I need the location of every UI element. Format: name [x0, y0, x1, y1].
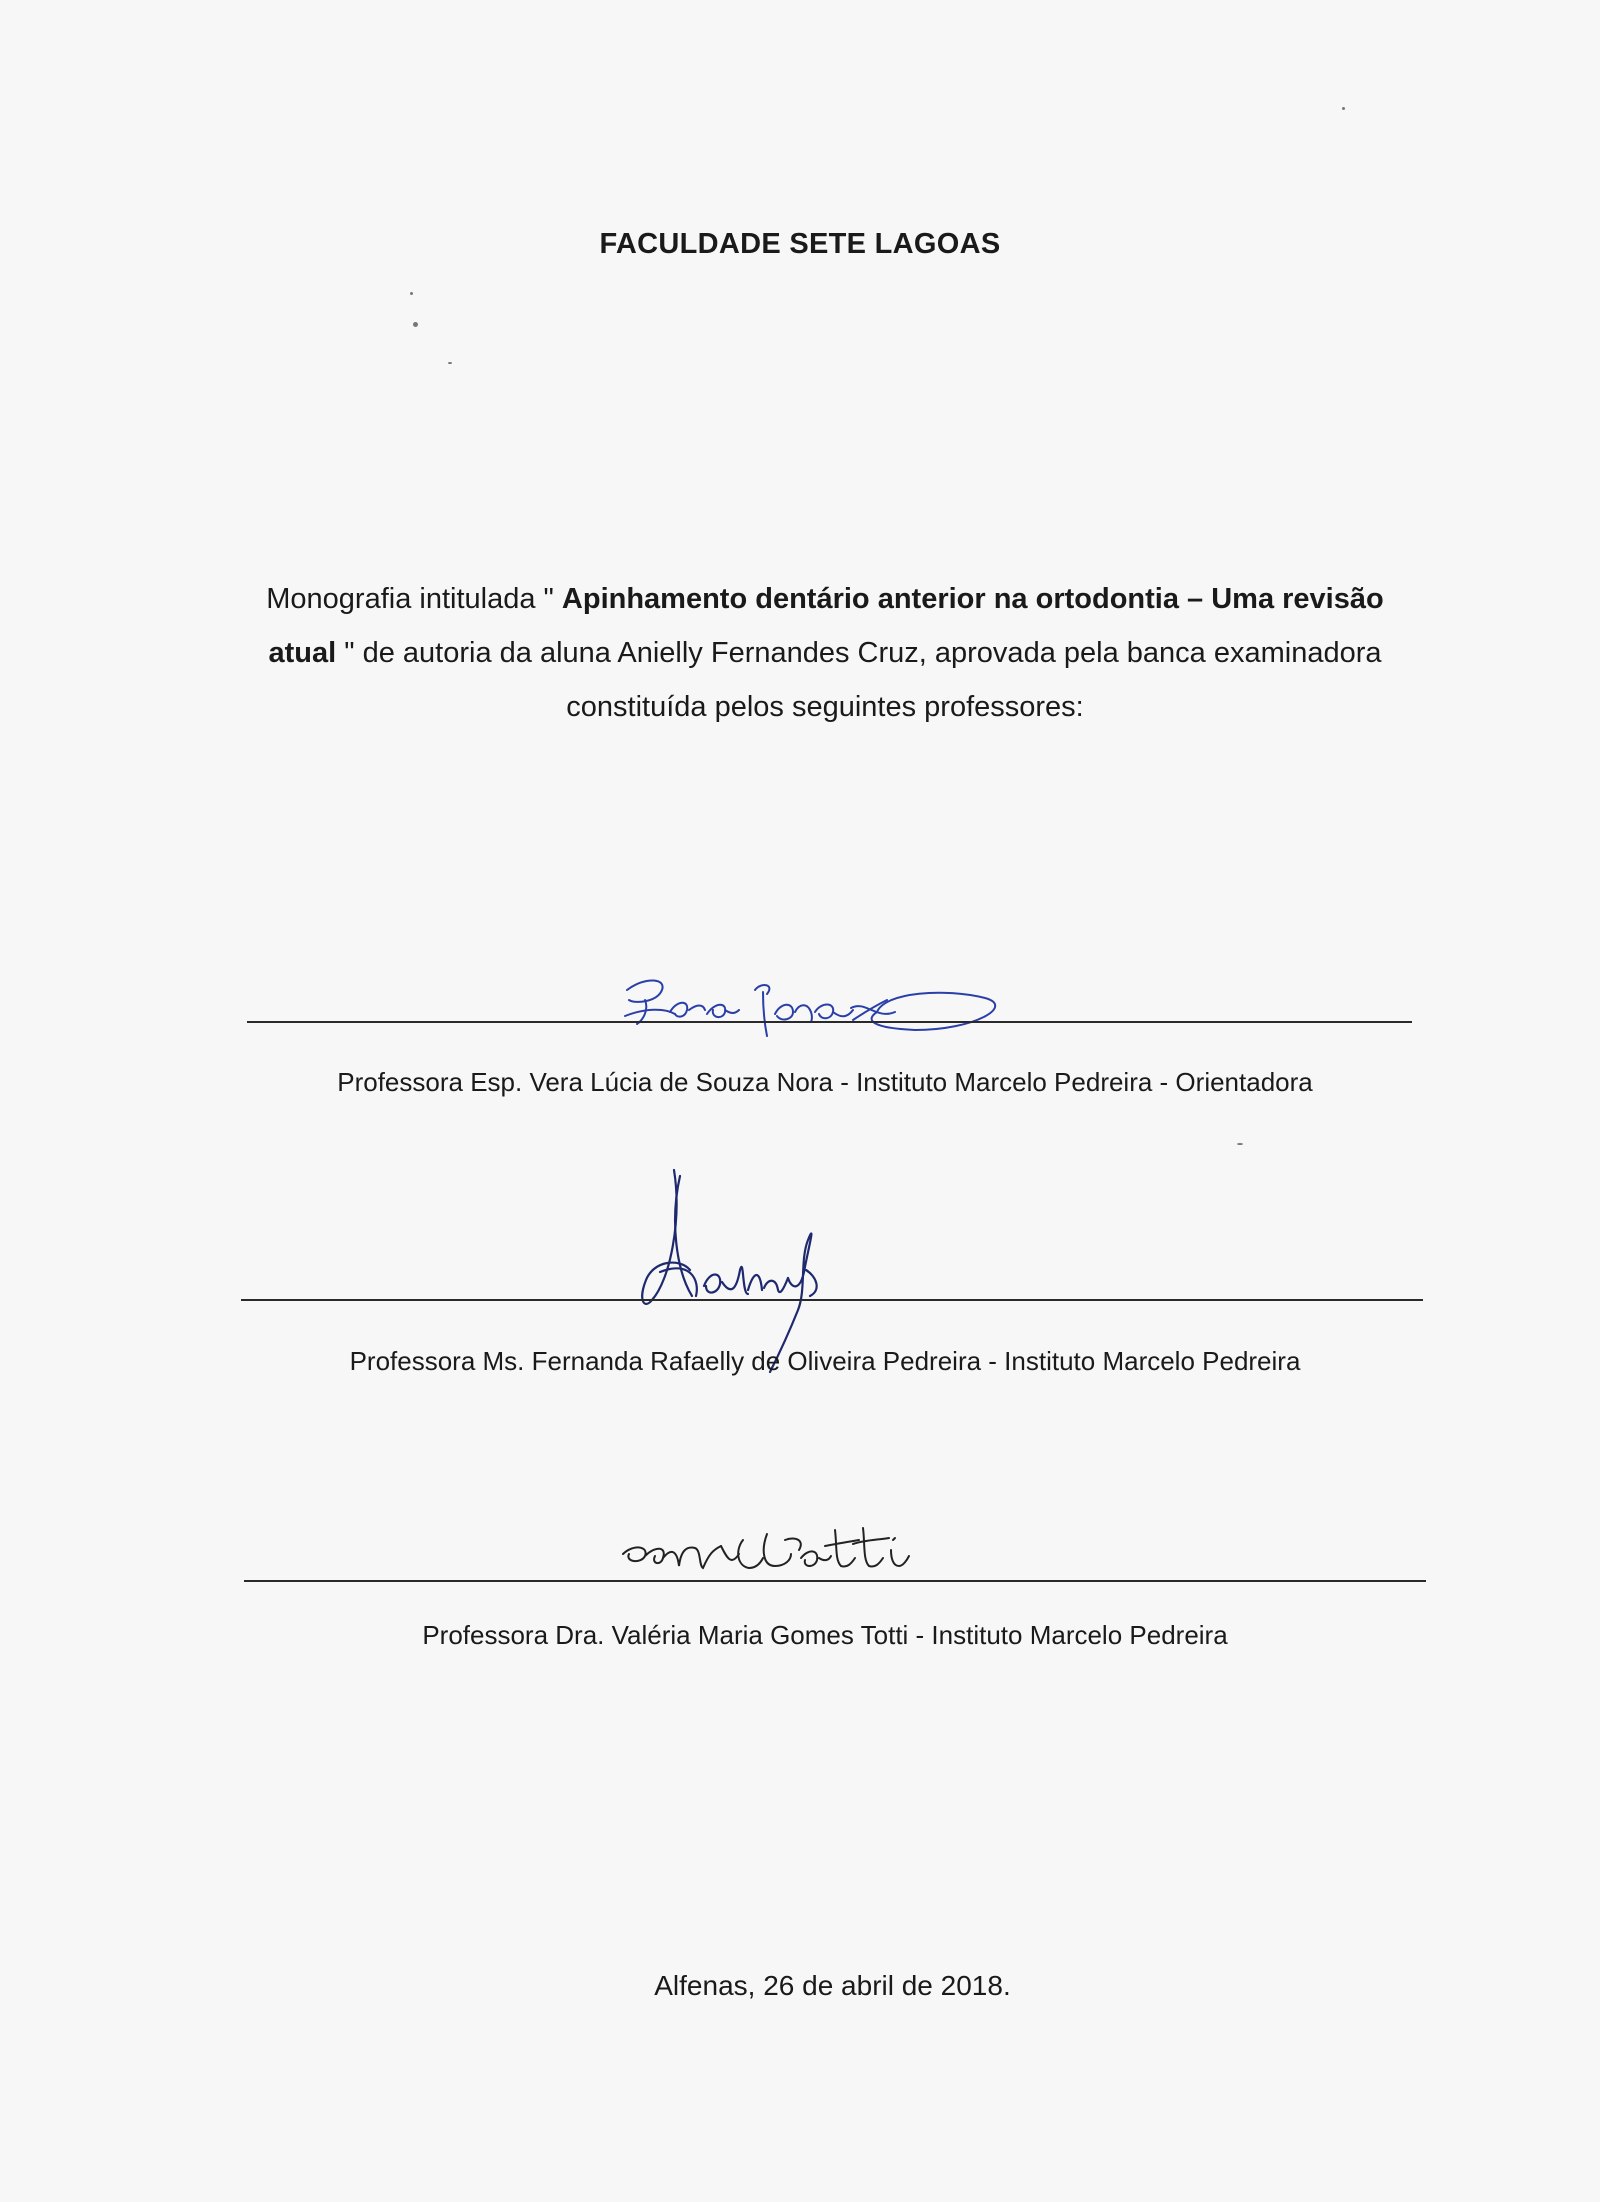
signature-totti — [615, 1510, 975, 1590]
signature-line-3 — [244, 1580, 1426, 1582]
scan-speck — [1237, 1143, 1243, 1145]
scan-speck — [1342, 107, 1345, 110]
institution-heading: FACULDADE SETE LAGOAS — [599, 228, 1001, 260]
statement-prefix: Monografia intitulada " — [266, 583, 562, 615]
committee-member-2: Professora Ms. Fernanda Rafaelly de Oliveira Pedreira - Instituto Marcelo Pedreira — [349, 1346, 1301, 1376]
committee-member-3: Professora Dra. Valéria Maria Gomes Totti - Instituto Marcelo Pedreira — [422, 1620, 1228, 1650]
statement-suffix: " de autoria da aluna Anielly Fernandes Cruz, aprovada pela banca examinadora constituída pelos seguintes professores: — [336, 637, 1382, 723]
place-and-date: Alfenas, 26 de abril de 2018. — [654, 1970, 1011, 2001]
committee-member-1: Professora Esp. Vera Lúcia de Souza Nora - Instituto Marcelo Pedreira - Orientadora — [337, 1067, 1313, 1097]
scan-speck — [410, 292, 413, 295]
monograph-title: Apinhamento dentário anterior na ortodontia – Uma revisão atual — [268, 583, 1384, 669]
signature-line-1 — [247, 1021, 1412, 1023]
scan-speck — [448, 362, 452, 364]
monograph-statement — [250, 572, 1400, 734]
signature-vera-nora — [615, 970, 1005, 1040]
scan-speck — [413, 322, 418, 327]
signature-line-2 — [241, 1299, 1423, 1301]
